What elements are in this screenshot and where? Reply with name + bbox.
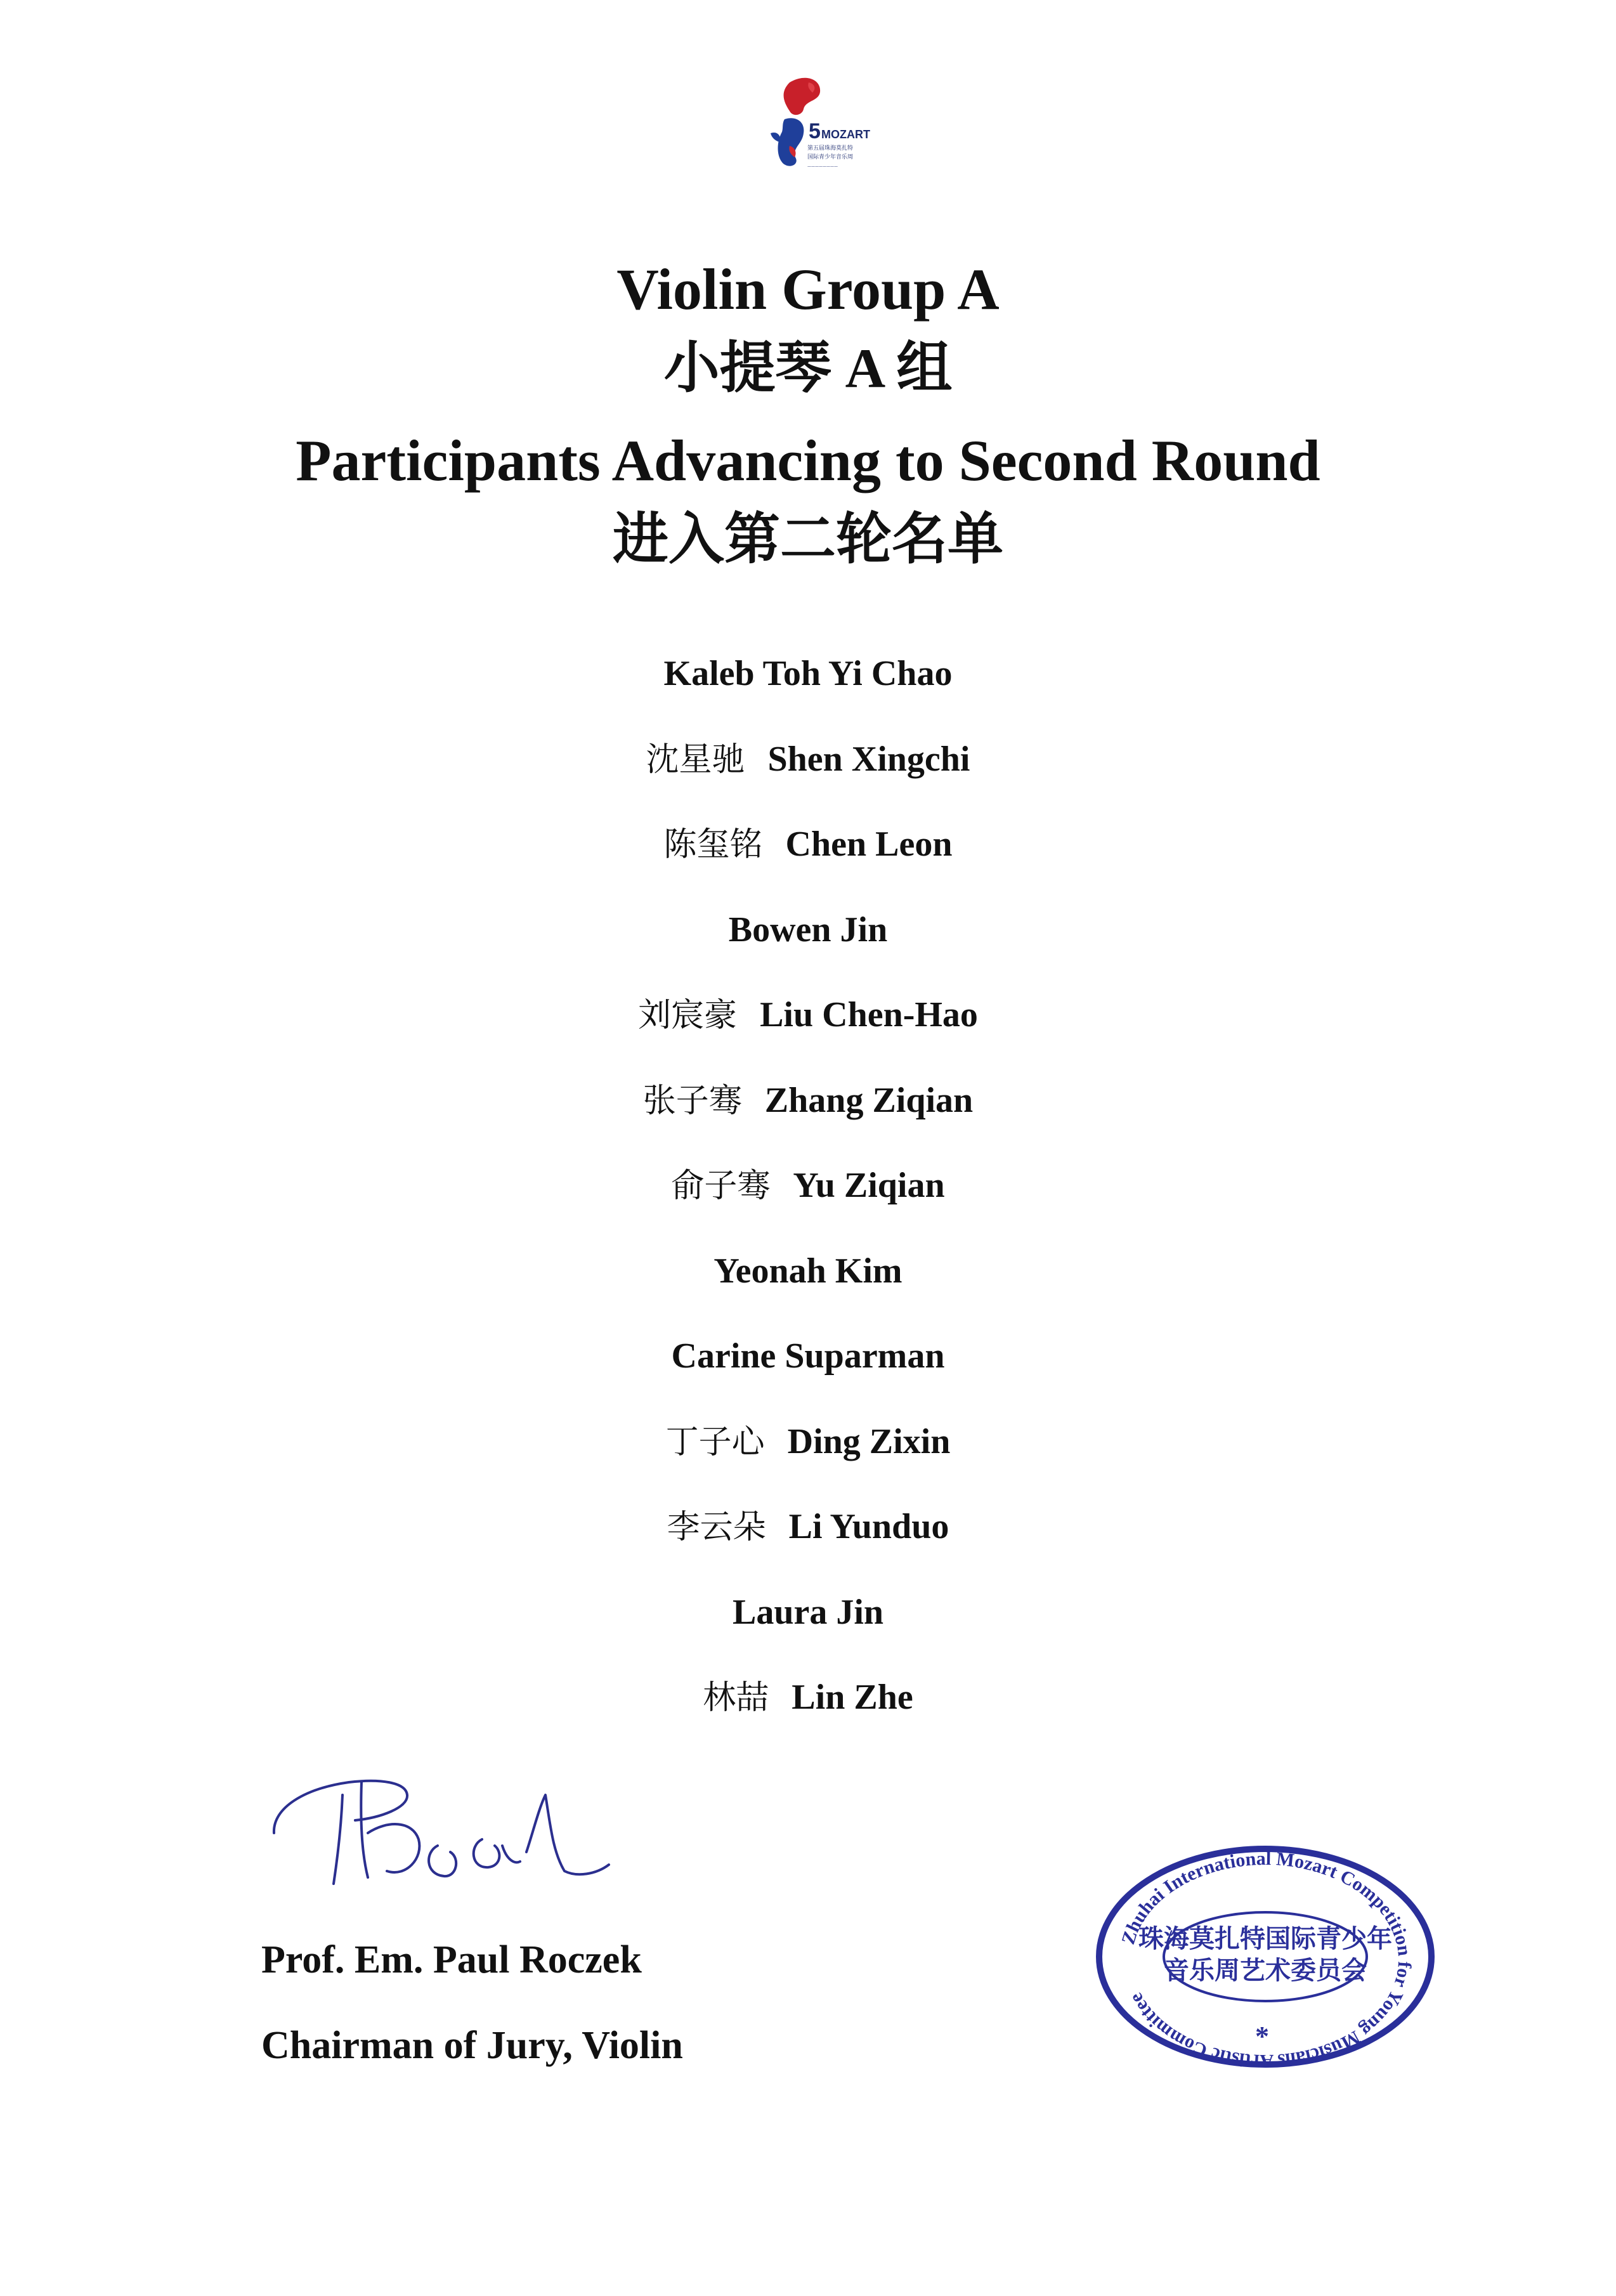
participant-row: [0, 1677, 1616, 1763]
participant-name-en: Laura Jin: [732, 1592, 884, 1632]
participant-name-en: Kaleb Toh Yi Chao: [663, 654, 953, 693]
official-seal-icon: [1088, 1839, 1443, 2074]
participant-name-cn: 刘宸豪: [638, 996, 738, 1034]
participant-row: [0, 995, 1616, 1080]
title-en: Violin Group A: [616, 257, 1000, 322]
participant-row: [0, 824, 1616, 910]
participant-row: [0, 1506, 1616, 1592]
participant-row: [0, 1080, 1616, 1166]
participant-name-cn: 沈星驰: [646, 740, 745, 779]
subtitle-en: Participants Advancing to Second Round: [296, 428, 1320, 493]
participant-name-en: Liu Chen-Hao: [760, 995, 978, 1034]
svg-text:第五届珠海莫扎特: 第五届珠海莫扎特: [807, 145, 854, 152]
participant-name-cn: 俞子骞: [671, 1167, 771, 1205]
participant-row: [0, 1336, 1616, 1421]
participant-name-en: Carine Suparman: [671, 1336, 945, 1376]
svg-text:珠海莫扎特国际青少年: 珠海莫扎特国际青少年: [1138, 1924, 1392, 1954]
participant-name-en: Chen Leon: [785, 825, 953, 864]
signer-title: Chairman of Jury, Violin: [261, 2024, 683, 2067]
participant-row: [0, 653, 1616, 739]
participants-list: [0, 653, 1616, 1763]
svg-text:*: *: [1255, 2021, 1269, 2052]
participant-row: [0, 1251, 1616, 1336]
participant-name-cn: 陈玺铭: [663, 826, 763, 864]
document-header: [0, 254, 1616, 571]
svg-text:MOZART: MOZART: [821, 128, 870, 141]
svg-text:Zhuhai International Mozart Co: Zhuhai International Mozart Competition for Young Musicians Artistic Committee: [1118, 1848, 1416, 2072]
participant-name-en: Zhang Ziqian: [764, 1080, 974, 1120]
svg-text:国际青少年音乐周: 国际青少年音乐周: [807, 154, 854, 160]
mozart-competition-logo-icon: [745, 70, 872, 197]
participant-name-cn: 丁子心: [665, 1423, 765, 1461]
participant-name-en: Yu Ziqian: [793, 1166, 945, 1205]
participant-name-cn: 张子骞: [642, 1081, 742, 1120]
title-cn: 小提琴 A 组: [663, 338, 953, 400]
participant-name-cn: 李云朵: [667, 1508, 766, 1546]
participant-name-en: Yeonah Kim: [714, 1251, 902, 1291]
participant-name-cn: 林喆: [703, 1679, 769, 1717]
participant-row: [0, 1592, 1616, 1678]
svg-text:音乐周艺术委员会: 音乐周艺术委员会: [1164, 1956, 1367, 1985]
participant-row: [0, 739, 1616, 825]
participant-row: [0, 910, 1616, 995]
participant-name-en: Lin Zhe: [792, 1678, 913, 1717]
handwritten-signature-icon: [266, 1757, 660, 1922]
participant-name-en: Bowen Jin: [728, 910, 888, 949]
participant-row: [0, 1421, 1616, 1507]
participant-name-en: Ding Zixin: [787, 1421, 951, 1461]
participant-name-en: Shen Xingchi: [767, 739, 970, 779]
participant-name-en: Li Yunduo: [788, 1507, 949, 1546]
svg-text:5: 5: [809, 119, 821, 143]
svg-text:————————: ————————: [807, 164, 838, 169]
subtitle-cn: 进入第二轮名单: [612, 509, 1003, 571]
signer-name: Prof. Em. Paul Roczek: [261, 1938, 642, 1981]
participant-row: [0, 1165, 1616, 1251]
